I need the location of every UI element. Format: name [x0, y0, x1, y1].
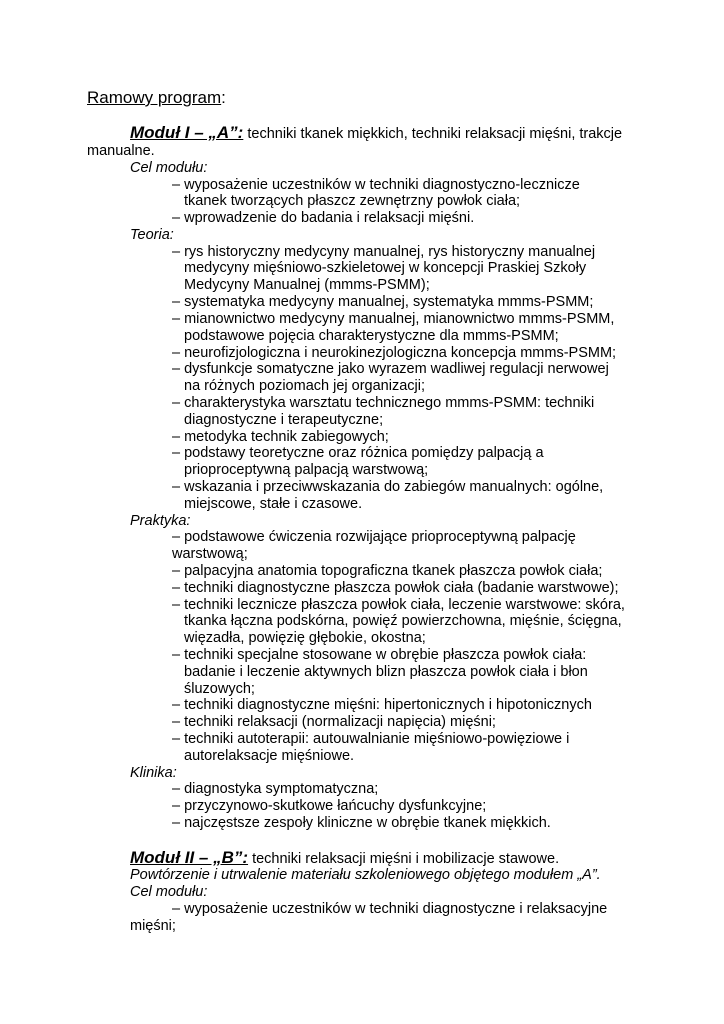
- module2-cel-label: Cel modułu:: [130, 884, 208, 900]
- list-item: – techniki diagnostyczne płaszcza powłok ciała (badanie warstwowe);: [172, 580, 619, 596]
- module1-teoria-label: Teoria:: [130, 227, 174, 243]
- list-item: – metodyka technik zabiegowych;: [172, 429, 389, 445]
- list-item: badanie i leczenie aktywnych blizn płaszcza powłok ciała i błon: [184, 664, 588, 680]
- list-item: – rys historyczny medycyny manualnej, rys historyczny manualnej: [172, 244, 596, 260]
- list-item: – wprowadzenie do badania i relaksacji mięśni.: [172, 210, 475, 226]
- list-item: – najczęstsze zespoły kliniczne w obrębie tkanek miękkich.: [172, 815, 551, 831]
- list-item: tkanek tworzących płaszcz zewnętrzny powłok ciała;: [184, 193, 521, 209]
- list-item: podstawowe pojęcia charakterystyczne dla mmms-PSMM;: [184, 328, 559, 344]
- list-item: – palpacyjna anatomia topograficzna tkanek płaszcza powłok ciała;: [172, 563, 603, 579]
- module1-heading-line: [130, 124, 622, 143]
- list-item: – podstawowe ćwiczenia rozwijające prioproceptywną palpację: [172, 529, 576, 545]
- list-item: – techniki lecznicze płaszcza powłok ciała, leczenie warstwowe: skóra,: [172, 597, 625, 613]
- list-item: – techniki diagnostyczne mięśni: hipertonicznych i hipotonicznych: [172, 697, 592, 713]
- list-item: Medycyny Manualnej (mmms-PSMM);: [184, 277, 430, 293]
- list-item: – neurofizjologiczna i neurokinezjologiczna koncepcja mmms-PSMM;: [172, 345, 617, 361]
- module2-heading: Moduł II – „B”:: [130, 848, 249, 867]
- list-item: – charakterystyka warsztatu technicznego mmms-PSMM: techniki: [172, 395, 595, 411]
- module1-cel-label: Cel modułu:: [130, 160, 208, 176]
- list-item: – diagnostyka symptomatyczna;: [172, 781, 379, 797]
- list-item: autorelaksacje mięśniowe.: [184, 748, 355, 764]
- list-item: miejscowe, stałe i czasowe.: [184, 496, 363, 512]
- list-item: – podstawy teoretyczne oraz różnica pomiędzy palpacją a: [172, 445, 544, 461]
- list-item: – dysfunkcje somatyczne jako wyrazem wadliwej regulacji nerwowej: [172, 361, 609, 377]
- module1-praktyka-label: Praktyka:: [130, 513, 191, 529]
- list-item: warstwową;: [172, 546, 248, 562]
- list-item: – techniki autoterapii: autouwalnianie mięśniowo-powięziowe i: [172, 731, 570, 747]
- list-item: prioproceptywną palpacją warstwową;: [184, 462, 429, 478]
- module1-desc: techniki tkanek miękkich, techniki relaksacji mięśni, trakcje: [243, 126, 623, 142]
- list-item: mięśni;: [130, 918, 176, 934]
- list-item: – przyczynowo-skutkowe łańcuchy dysfunkcyjne;: [172, 798, 487, 814]
- list-item: – systematyka medycyny manualnej, systematyka mmms-PSMM;: [172, 294, 594, 310]
- list-item: diagnostyczne i terapeutyczne;: [184, 412, 384, 428]
- list-item: – wyposażenie uczestników w techniki diagnostyczno-lecznicze: [172, 177, 580, 193]
- list-item: medycyny mięśniowo-szkieletowej w koncepcji Praskiej Szkoły: [184, 260, 587, 276]
- page-title: Ramowy program:: [87, 88, 226, 107]
- module1-klinika-label: Klinika:: [130, 765, 177, 781]
- list-item: tkanka łączna podskórna, powięź powierzchowna, mięśnie, ścięgna,: [184, 613, 622, 629]
- list-item: – mianownictwo medycyny manualnej, mianownictwo mmms-PSMM,: [172, 311, 615, 327]
- module2-desc: techniki relaksacji mięśni i mobilizacje stawowe.: [248, 851, 560, 867]
- list-item: na różnych poziomach jej organizacji;: [184, 378, 425, 394]
- list-item: – techniki relaksacji (normalizacji napięcia) mięśni;: [172, 714, 496, 730]
- list-item: – wskazania i przeciwwskazania do zabiegów manualnych: ogólne,: [172, 479, 604, 495]
- module1-desc-cont: manualne.: [87, 143, 155, 159]
- module1-heading: Moduł I – „A”:: [130, 123, 244, 142]
- list-item: śluzowych;: [184, 681, 255, 697]
- list-item: więzadła, powięzię głębokie, okostna;: [184, 630, 426, 646]
- list-item: – wyposażenie uczestników w techniki diagnostyczne i relaksacyjne: [172, 901, 608, 917]
- module2-heading-line: [130, 849, 559, 868]
- list-item: – techniki specjalne stosowane w obrębie płaszcza powłok ciała:: [172, 647, 587, 663]
- module2-repeat: Powtórzenie i utrwalenie materiału szkoleniowego objętego modułem „A”.: [130, 867, 601, 883]
